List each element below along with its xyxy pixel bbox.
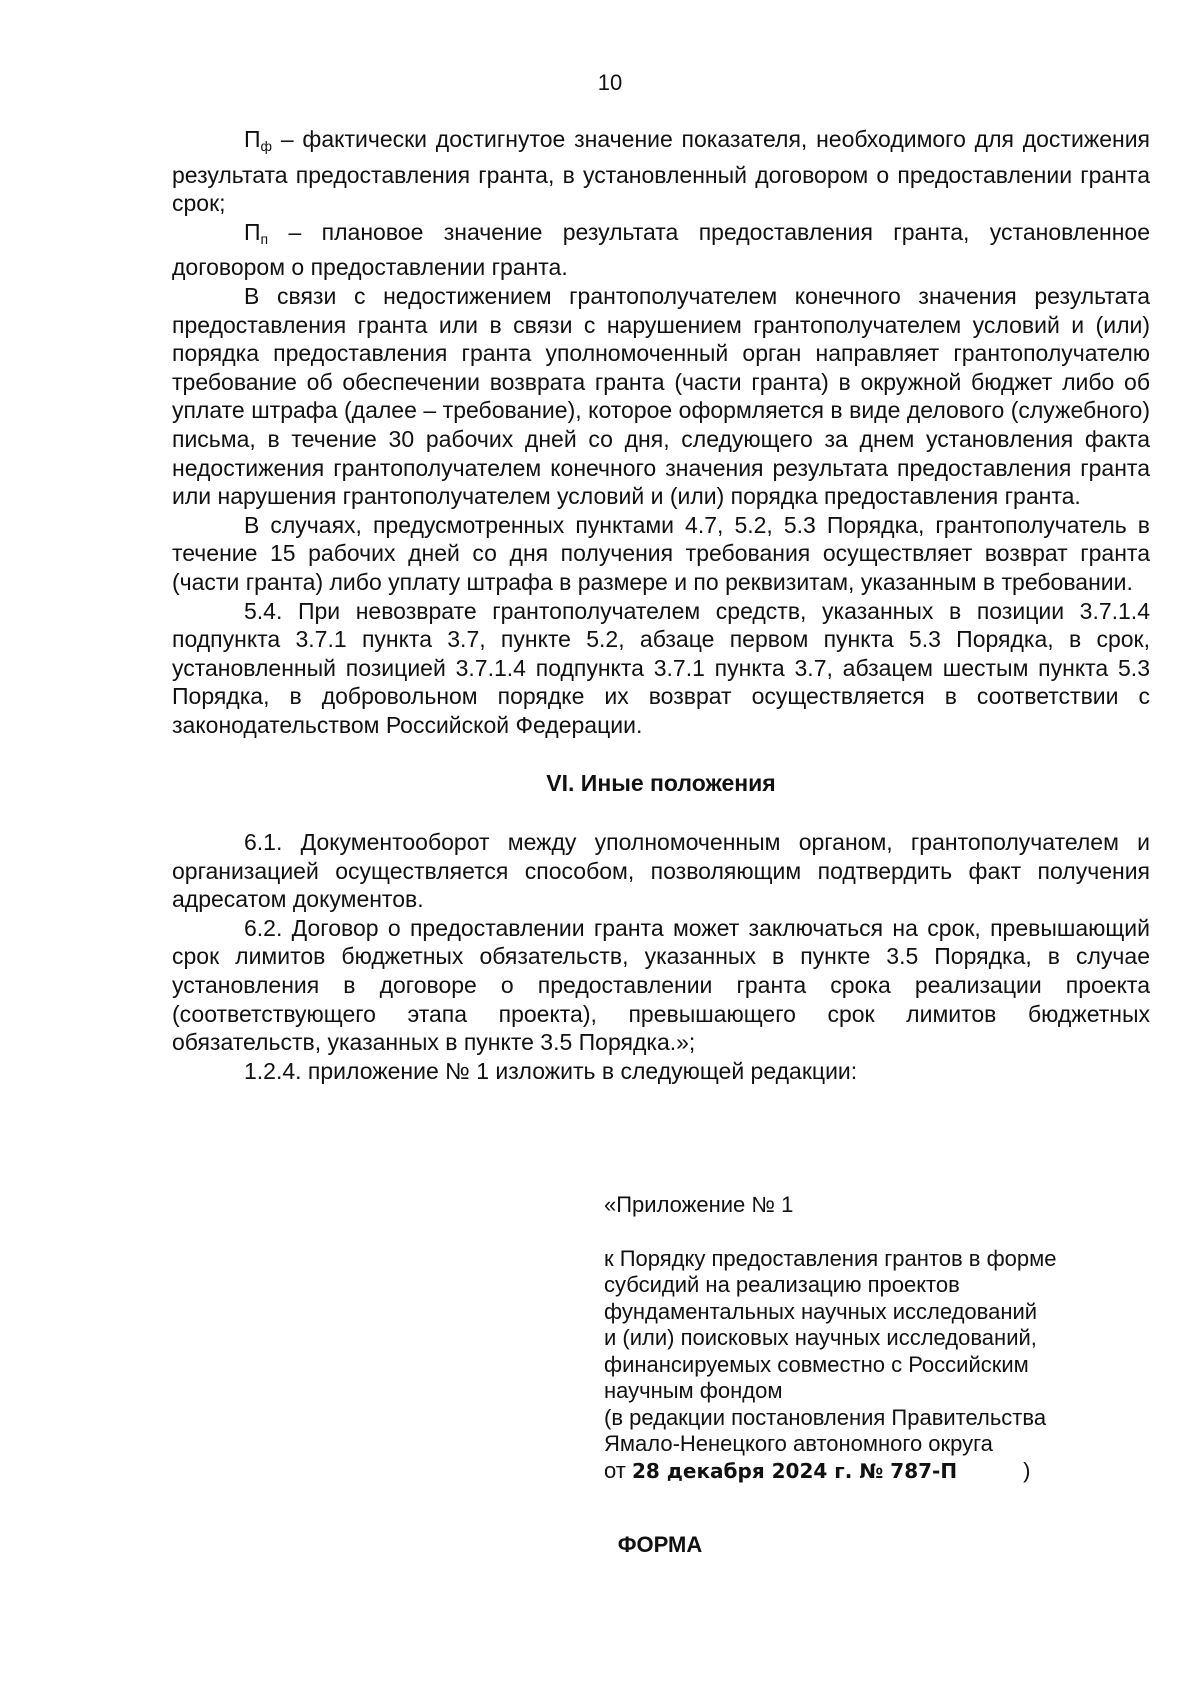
- paragraph-requirement: В связи с недостижением грантополучателем конечного значения результата предоставления гранта или в связи с нарушением грантополучателем условий и (или) порядка предоставления гранта уполномоченный орган направляет грантополучателю требование об обеспечении возврата гранта (части гранта) в окружной бюджет либо об уплате штрафа (далее – требование), которое оформляется в виде делового (служебного) письма, в течение 30 рабочих дней со дня, следующего за днем установления факта недостижения грантополучателем конечного значения результата предоставления гранта или нарушения грантополучателем условий и (или) порядка предоставления гранта.: [172, 282, 1150, 510]
- appendix-line: к Порядку предоставления грантов в форме: [604, 1245, 1057, 1271]
- paragraph-6-2: 6.2. Договор о предоставлении гранта может заключаться на срок, превышающий срок лимитов бюджетных обязательств, указанных в пункте 3.5 Порядка, в случае установления в договоре о предоставлении гранта срока реализации проекта (соответствующего этапа проекта), превышающего срок лимитов бюджетных обязательств, указанных в пункте 3.5 Порядка.»;: [172, 914, 1150, 1056]
- symbol-p: П: [244, 126, 261, 152]
- closing-paren: ): [1023, 1457, 1031, 1483]
- symbol-subscript-f: ф: [260, 138, 273, 154]
- paragraph-pf-definition: [172, 125, 1150, 218]
- appendix-line: (в редакции постановления Правительства: [604, 1404, 1047, 1430]
- form-title: ФОРМА: [617, 1532, 703, 1557]
- appendix-line: финансируемых совместно с Российским: [604, 1351, 1029, 1377]
- page-number: 10: [597, 70, 623, 95]
- appendix-block: [604, 1192, 1124, 1484]
- appendix-line: Ямало-Ненецкого автономного округа: [604, 1431, 993, 1456]
- paragraph-text: – фактически достигнутое значение показателя, необходимого для достижения результата предоставления гранта, в установленный договором о предоставлении гранта срок;: [172, 126, 1150, 217]
- appendix-line: фундаментальных научных исследований: [604, 1298, 1038, 1324]
- section-heading: VI. Иные положения: [546, 770, 776, 797]
- appendix-line: и (или) поисковых научных исследований,: [604, 1325, 1037, 1350]
- appendix-title: «Приложение № 1: [604, 1192, 794, 1217]
- paragraph-5-4: 5.4. При невозврате грантополучателем средств, указанных в позиции 3.7.1.4 подпункта 3.7.1 пункта 3.7, пункте 5.2, абзаце первом пункта 5.3 Порядка, в срок, установленный позицией 3.7.1.4 подпункта 3.7.1 пункта 3.7, абзацем шестым пункта 5.3 Порядка, в добровольном порядке их возврат осуществляется в соответствии с законодательством Российской Федерации.: [172, 597, 1150, 738]
- paragraph-1-2-4: 1.2.4. приложение № 1 изложить в следующей редакции:: [244, 1057, 858, 1084]
- symbol-p: П: [244, 218, 261, 245]
- decree-date: 28 декабря 2024 г. № 787-П: [631, 1458, 958, 1483]
- document-body: [172, 125, 1150, 1085]
- paragraph-refund: В случаях, предусмотренных пунктами 4.7, 5.2, 5.3 Порядка, грантополучатель в течение 15 рабочих дней со дня получения требования осуществляет возврат гранта (части гранта) либо уплату штрафа в размере и по реквизитам, указанным в требовании.: [172, 511, 1150, 595]
- paragraph-text: – плановое значение результата предоставления гранта, установленное договором о предоставлении гранта.: [172, 218, 1150, 281]
- paragraph-pp-definition: [172, 218, 1150, 282]
- appendix-line: субсидий на реализацию проектов: [604, 1272, 960, 1297]
- paragraph-6-1: 6.1. Документооборот между уполномоченным органом, грантополучателем и организацией осуществляется способом, позволяющим подтвердить факт получения адресатом документов.: [172, 829, 1150, 913]
- decree-date-line: [604, 1458, 1124, 1485]
- appendix-line: научным фондом: [604, 1378, 783, 1403]
- symbol-subscript-p: п: [260, 230, 269, 247]
- date-prefix: от: [604, 1457, 626, 1483]
